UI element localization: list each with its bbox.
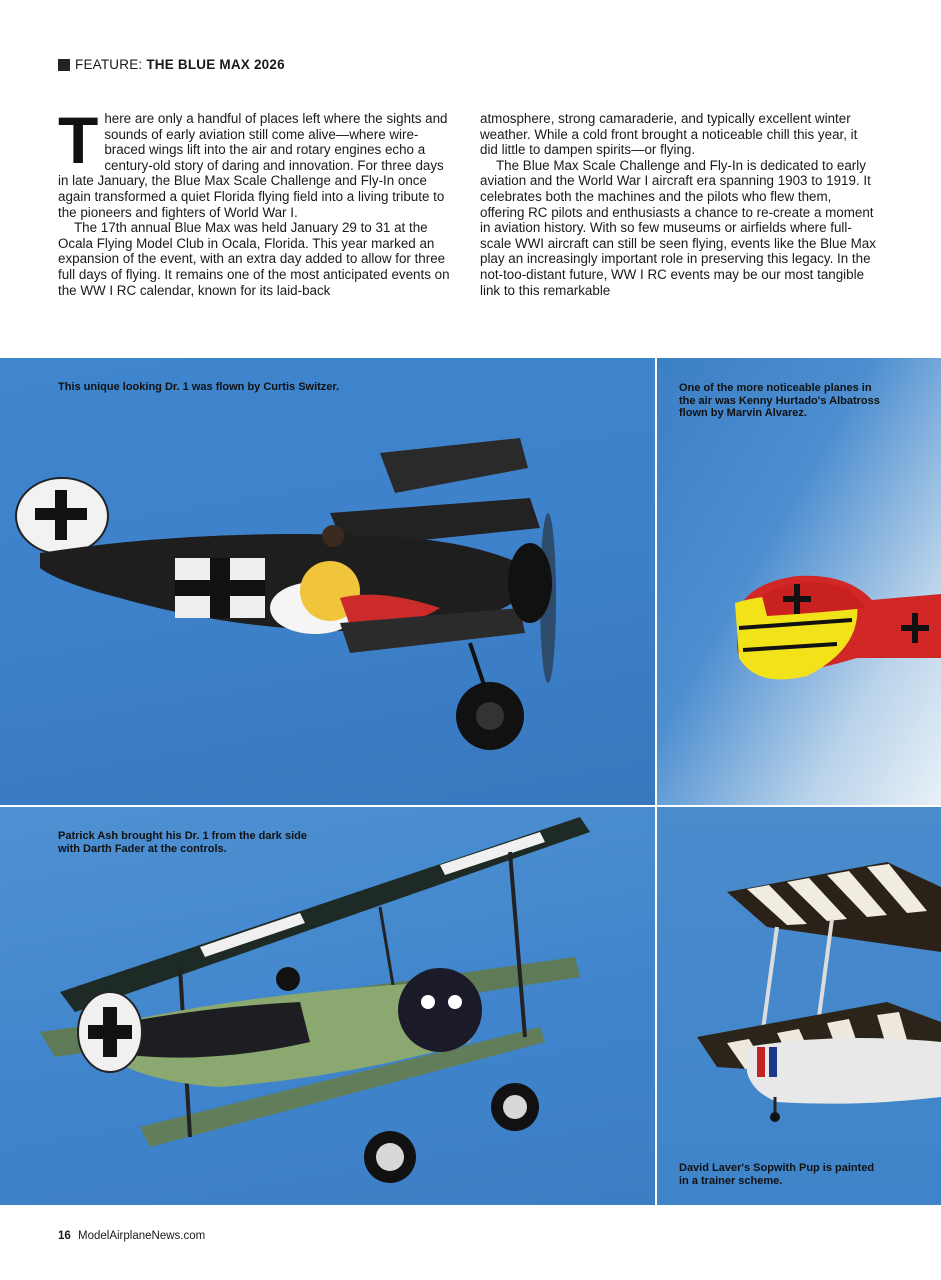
photo-sopwith-pup-david-laver (657, 807, 941, 1205)
photo-dr1-curtis-switzer (0, 358, 655, 805)
header-title: THE BLUE MAX 2026 (146, 57, 285, 72)
photo-caption-4: David Laver's Sopwith Pup is painted in a trainer scheme. (679, 1162, 875, 1187)
header-square-icon (58, 59, 70, 71)
paragraph-1-text: here are only a handful of places left where the sights and sounds of early aviation still come alive—where wire-braced wings lift into the air and rotary engines echo a century-old story of daring and innovation. For three days in late January, the Blue Max Scale Challenge and Fly-In once again transformed a quiet Florida flying field into a living tribute to the pioneers and fighters of World War I. (58, 111, 448, 220)
photo-caption-3: Patrick Ash brought his Dr. 1 from the dark side with Darth Fader at the controls. (58, 830, 307, 855)
footer-site: ModelAirplaneNews.com (78, 1230, 206, 1242)
page-number: 16 (58, 1230, 71, 1242)
article-paragraph-2: The 17th annual Blue Max was held January 29 to 31 at the Ocala Flying Model Club in Ocala, Florida. This year marked an expansion of the event, with an extra day added to allow for three full days of flying. It remains one of the most anticipated events on the WW I RC calendar, known for its laid-back (58, 220, 450, 298)
article-column-left (58, 103, 456, 298)
photo-dr1-black-illustration (0, 358, 655, 805)
article-paragraph-4: The Blue Max Scale Challenge and Fly-In is dedicated to early aviation and the World War I aircraft era spanning 1903 to 1919. It celebrates both the machines and the pilots who flew them, offering RC pilots and enthusiasts a chance to re-create a moment in aviation history. With so few museums or airfields where full-scale WWI aircraft can still be seen flying, events like the Blue Max play an increasingly important role in preserving this legacy. In the not-too-distant future, WW I RC events may be our most tangible link to this remarkable (480, 157, 876, 298)
photo-caption-1: This unique looking Dr. 1 was flown by Curtis Switzer. (58, 381, 340, 393)
section-header (58, 57, 285, 72)
article-paragraph-3: atmosphere, strong camaraderie, and typically excellent winter weather. While a cold front brought a noticeable chill this year, it did little to dampen spirits—or flying. (480, 111, 858, 158)
photo-albatross-illustration (657, 358, 941, 805)
photo-dr1-camo-illustration (0, 807, 655, 1205)
article-paragraph-1 (58, 103, 456, 220)
photo-sopwith-pup-illustration (657, 807, 941, 1205)
photo-albatross-kenny-hurtado (657, 358, 941, 805)
photo-dr1-patrick-ash (0, 807, 655, 1205)
page-footer (58, 1230, 205, 1242)
drop-cap: T (58, 103, 99, 177)
header-prefix: FEATURE: (75, 57, 143, 72)
photo-caption-2: One of the more noticeable planes in the air was Kenny Hurtado's Albatross flown by Marvin Alvarez. (679, 382, 880, 419)
article-column-right (480, 111, 878, 298)
